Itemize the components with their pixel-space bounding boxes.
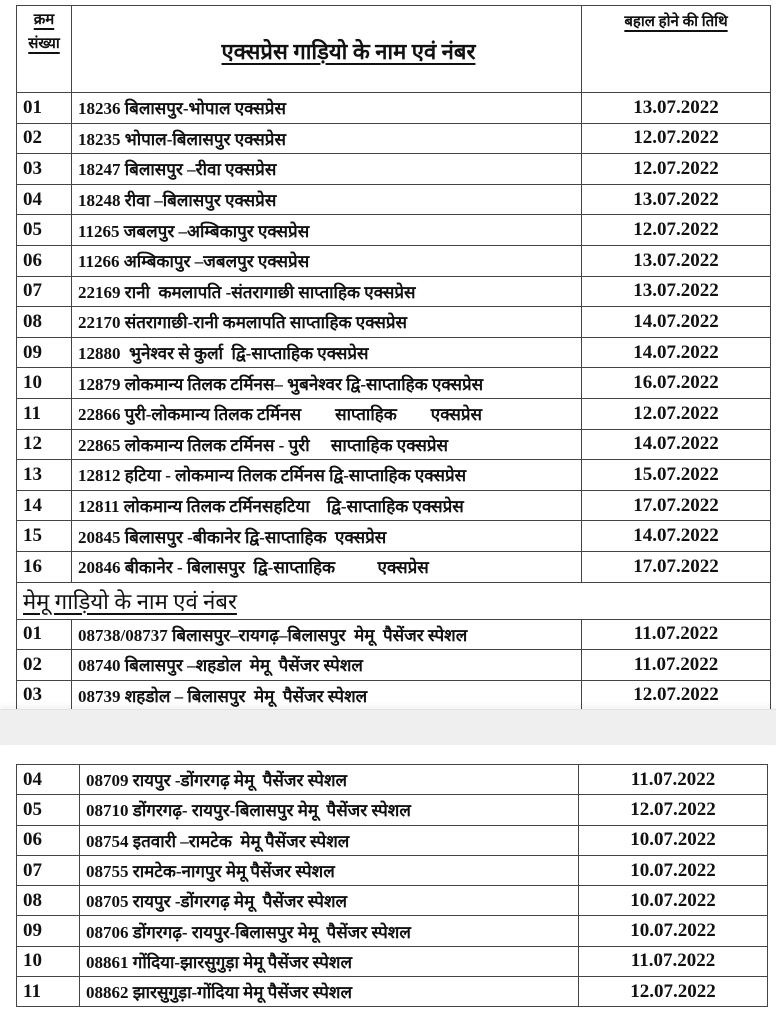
- resumption-date-cell: 12.07.2022: [582, 398, 771, 429]
- serial-number-cell: 11: [17, 977, 80, 1007]
- table-row: [17, 946, 768, 976]
- resumption-date-cell: 14.07.2022: [582, 521, 771, 552]
- train-name-cell: 18235 भोपाल-बिलासपुर एक्सप्रेस: [72, 123, 582, 154]
- train-name-cell: 22865 लोकमान्य तिलक टर्मिनस - पुरी साप्ताहिक एक्सप्रेस: [72, 429, 582, 460]
- table-row: [17, 619, 771, 650]
- train-name-cell: 22169 रानी कमलापति -संतरागाछी साप्ताहिक एक्सप्रेस: [72, 276, 582, 307]
- resumption-date-cell: 12.07.2022: [582, 680, 771, 711]
- resumption-date-cell: 11.07.2022: [579, 765, 768, 795]
- serial-header-line2: संख्या: [28, 36, 60, 52]
- table-row: [17, 680, 771, 711]
- resumption-date-cell: 14.07.2022: [582, 429, 771, 460]
- train-name-cell: 22170 संतरागाछी-रानी कमलापति साप्ताहिक एक्सप्रेस: [72, 307, 582, 338]
- serial-number-cell: 02: [17, 650, 72, 681]
- serial-number-cell: 09: [17, 337, 72, 368]
- serial-number-cell: 16: [17, 551, 72, 582]
- memu-section-row: [17, 582, 771, 619]
- page-separator: [0, 709, 776, 745]
- resumption-date-cell: 12.07.2022: [582, 215, 771, 246]
- train-name-cell: 08754 इतवारी –रामटेक मेमू पैसेंजर स्पेशल: [80, 825, 579, 855]
- train-name-cell: 08738/08737 बिलासपुर–रायगढ़–बिलासपुर मेमू पैसेंजर स्पेशल: [72, 619, 582, 650]
- memu-section-title-cell: [17, 582, 771, 619]
- serial-number-cell: 13: [17, 460, 72, 491]
- table-row: [17, 825, 768, 855]
- table-row: [17, 916, 768, 946]
- train-name-cell: 18236 बिलासपुर-भोपाल एक्सप्रेस: [72, 93, 582, 124]
- serial-header-line1: क्रम: [33, 12, 55, 28]
- table-row: [17, 368, 771, 399]
- table-row: [17, 977, 768, 1007]
- train-name-cell: 08705 रायपुर -डोंगरगढ़ मेमू पैसेंजर स्पेशल: [80, 886, 579, 916]
- table-header-row: [17, 6, 771, 93]
- serial-number-cell: 04: [17, 184, 72, 215]
- train-name-cell: 11266 अम्बिकापुर –जबलपुर एक्सप्रेस: [72, 245, 582, 276]
- train-name-cell: 08740 बिलासपुर –शहडोल मेमू पैसेंजर स्पेशल: [72, 650, 582, 681]
- resumption-date-cell: 11.07.2022: [582, 619, 771, 650]
- resumption-date-cell: 13.07.2022: [582, 276, 771, 307]
- train-name-cell: 18247 बिलासपुर –रीवा एक्सप्रेस: [72, 154, 582, 185]
- serial-number-cell: 12: [17, 429, 72, 460]
- serial-number-cell: 01: [17, 619, 72, 650]
- resumption-date-cell: 12.07.2022: [579, 795, 768, 825]
- serial-number-header: [17, 6, 72, 93]
- resumption-date-cell: 10.07.2022: [579, 886, 768, 916]
- express-trains-table: [16, 5, 771, 711]
- resumption-date-cell: 13.07.2022: [582, 245, 771, 276]
- resumption-date-header: [582, 6, 771, 93]
- serial-number-cell: 03: [17, 680, 72, 711]
- resumption-date-cell: 12.07.2022: [582, 154, 771, 185]
- train-name-cell: 08709 रायपुर -डोंगरगढ़ मेमू पैसेंजर स्पेशल: [80, 765, 579, 795]
- table-row: [17, 551, 771, 582]
- train-name-cell: 11265 जबलपुर –अम्बिकापुर एक्सप्रेस: [72, 215, 582, 246]
- date-title: बहाल होने की तिथि: [624, 14, 728, 30]
- train-name-cell: 12812 हटिया - लोकमान्य तिलक टर्मिनस द्वि-साप्ताहिक एक्सप्रेस: [72, 460, 582, 491]
- resumption-date-cell: 12.07.2022: [579, 977, 768, 1007]
- table-row: [17, 765, 768, 795]
- resumption-date-cell: 13.07.2022: [582, 93, 771, 124]
- table-row: [17, 855, 768, 885]
- table-row: [17, 307, 771, 338]
- serial-number-cell: 06: [17, 825, 80, 855]
- serial-number-cell: 04: [17, 765, 80, 795]
- serial-number-cell: 11: [17, 398, 72, 429]
- train-name-cell: 08706 डोंगरगढ़- रायपुर-बिलासपुर मेमू पैसेंजर स्पेशल: [80, 916, 579, 946]
- train-name-cell: 12811 लोकमान्य तिलक टर्मिनसहटिया द्वि-साप्ताहिक एक्सप्रेस: [72, 490, 582, 521]
- train-name-cell: 12879 लोकमान्य तिलक टर्मिनस– भुबनेश्वर द्वि-साप्ताहिक एक्सप्रेस: [72, 368, 582, 399]
- table-row: [17, 460, 771, 491]
- train-name-header: [72, 6, 582, 93]
- train-name-cell: 08710 डोंगरगढ़- रायपुर-बिलासपुर मेमू पैसेंजर स्पेशल: [80, 795, 579, 825]
- table-row: [17, 886, 768, 916]
- train-name-cell: 08862 झारसुगुड़ा-गोंदिया मेमू पैसेंजर स्पेशल: [80, 977, 579, 1007]
- resumption-date-cell: 14.07.2022: [582, 337, 771, 368]
- table-row: [17, 490, 771, 521]
- train-name-cell: 22866 पुरी-लोकमान्य तिलक टर्मिनस साप्ताहिक एक्सप्रेस: [72, 398, 582, 429]
- serial-number-cell: 15: [17, 521, 72, 552]
- serial-number-cell: 06: [17, 245, 72, 276]
- train-name-cell: 20845 बिलासपुर -बीकानेर द्वि-साप्ताहिक एक्सप्रेस: [72, 521, 582, 552]
- resumption-date-cell: 15.07.2022: [582, 460, 771, 491]
- resumption-date-cell: 17.07.2022: [582, 490, 771, 521]
- resumption-date-cell: 14.07.2022: [582, 307, 771, 338]
- resumption-date-cell: 11.07.2022: [582, 650, 771, 681]
- train-name-cell: 08739 शहडोल – बिलासपुर मेमू पैसेंजर स्पेशल: [72, 680, 582, 711]
- train-name-cell: 20846 बीकानेर - बिलासपुर द्वि-साप्ताहिक एक्सप्रेस: [72, 551, 582, 582]
- serial-number-cell: 05: [17, 215, 72, 246]
- serial-number-cell: 02: [17, 123, 72, 154]
- table-row: [17, 215, 771, 246]
- serial-number-cell: 10: [17, 368, 72, 399]
- table-row: [17, 398, 771, 429]
- resumption-date-cell: 10.07.2022: [579, 825, 768, 855]
- table-row: [17, 154, 771, 185]
- resumption-date-cell: 12.07.2022: [582, 123, 771, 154]
- serial-number-cell: 03: [17, 154, 72, 185]
- table-row: [17, 276, 771, 307]
- serial-number-cell: 10: [17, 946, 80, 976]
- table-row: [17, 123, 771, 154]
- resumption-date-cell: 11.07.2022: [579, 946, 768, 976]
- table-row: [17, 429, 771, 460]
- table-row: [17, 337, 771, 368]
- serial-number-cell: 14: [17, 490, 72, 521]
- express-title: एक्सप्रेस गाड़ियो के नाम एवं नंबर: [221, 39, 476, 64]
- table-row: [17, 245, 771, 276]
- train-name-cell: 08755 रामटेक-नागपुर मेमू पैसेंजर स्पेशल: [80, 855, 579, 885]
- serial-number-cell: 07: [17, 276, 72, 307]
- resumption-date-cell: 10.07.2022: [579, 855, 768, 885]
- memu-section-title: मेमू गाड़ियो के नाम एवं नंबर: [23, 588, 237, 614]
- resumption-date-cell: 13.07.2022: [582, 184, 771, 215]
- table-row: [17, 795, 768, 825]
- table-row: [17, 184, 771, 215]
- train-name-cell: 18248 रीवा –बिलासपुर एक्सप्रेस: [72, 184, 582, 215]
- serial-number-cell: 08: [17, 307, 72, 338]
- serial-number-cell: 01: [17, 93, 72, 124]
- resumption-date-cell: 17.07.2022: [582, 551, 771, 582]
- serial-number-cell: 05: [17, 795, 80, 825]
- serial-number-cell: 07: [17, 855, 80, 885]
- resumption-date-cell: 10.07.2022: [579, 916, 768, 946]
- train-name-cell: 08861 गोंदिया-झारसुगुड़ा मेमू पैसेंजर स्पेशल: [80, 946, 579, 976]
- train-name-cell: 12880 भुनेश्वर से कुर्ला द्वि-साप्ताहिक एक्सप्रेस: [72, 337, 582, 368]
- table-row: [17, 650, 771, 681]
- table-row: [17, 521, 771, 552]
- serial-number-cell: 09: [17, 916, 80, 946]
- serial-number-cell: 08: [17, 886, 80, 916]
- resumption-date-cell: 16.07.2022: [582, 368, 771, 399]
- table-row: [17, 93, 771, 124]
- memu-trains-table-continued: [16, 764, 768, 1007]
